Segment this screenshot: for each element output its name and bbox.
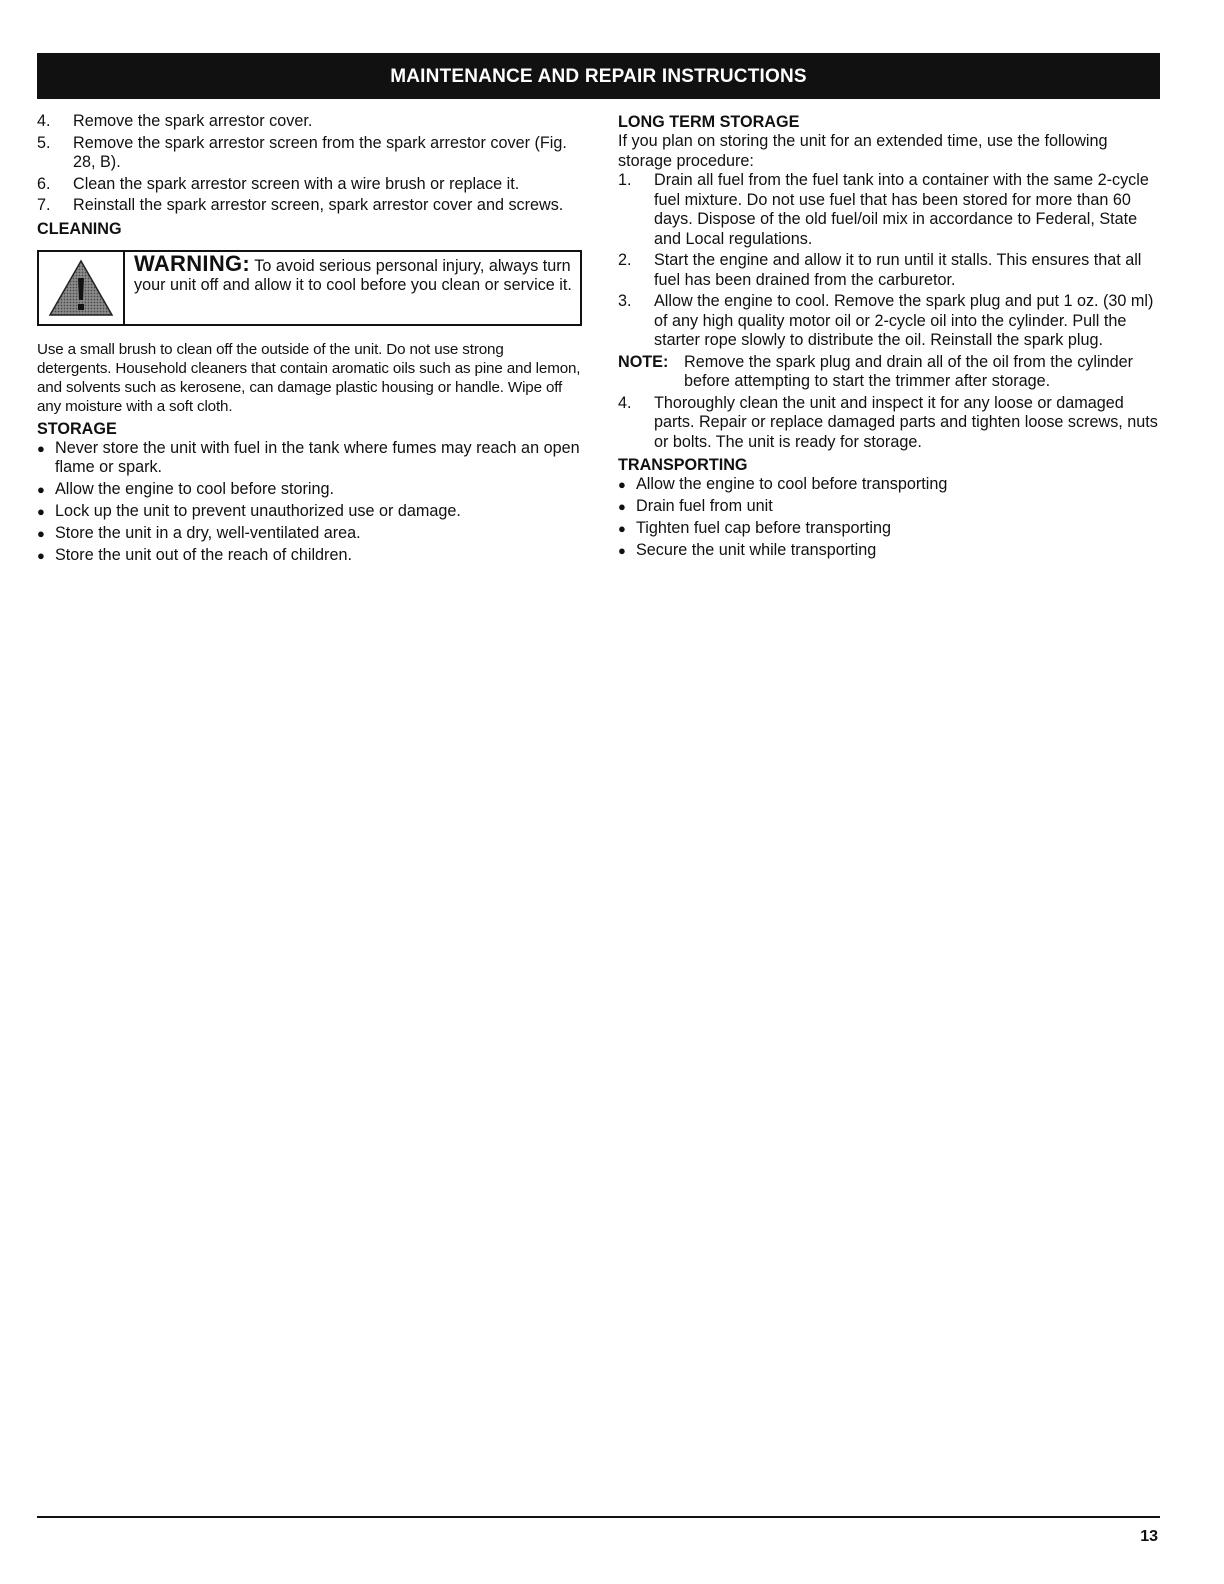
step-text: Remove the spark arrestor cover.	[73, 112, 313, 130]
step-text: Drain all fuel from the fuel tank into a container with the same 2-cycle fuel mixture. Do not use fuel that has been stored for more than 60 days. Dispose of the old fuel/oil mix in accordance to Federal, State and Local regulations.	[654, 171, 1149, 248]
list-item	[37, 502, 582, 522]
list-item	[37, 480, 582, 500]
step-number: 3.	[618, 292, 632, 310]
step-number: 6.	[37, 174, 51, 193]
bullet-icon: ●	[618, 521, 626, 536]
step-text: Start the engine and allow it to run until it stalls. This ensures that all fuel has been drained from the carburetor.	[654, 251, 1142, 289]
warning-label: WARNING:	[134, 250, 251, 276]
bullet-text: Store the unit out of the reach of children.	[55, 546, 352, 564]
bullet-icon: ●	[618, 477, 626, 492]
bullet-text: Allow the engine to cool before storing.	[55, 480, 334, 498]
list-item	[37, 196, 582, 216]
transporting-heading: TRANSPORTING	[618, 456, 748, 474]
warning-text	[125, 252, 580, 324]
storage-heading: STORAGE	[37, 419, 117, 438]
cleaning-paragraph: Use a small brush to clean off the outside of the unit. Do not use strong detergents. Household cleaners that contain aromatic oils such as pine and lemon, and solvents such as kerosene, can damage plastic housing or handle. Wipe off any moisture with a soft cloth.	[37, 340, 581, 415]
step-number: 5.	[37, 133, 51, 152]
warning-triangle-icon	[48, 259, 114, 317]
step-text: Allow the engine to cool. Remove the spark plug and put 1 oz. (30 ml) of any high quality motor oil or 2-cycle oil into the cylinder. Pull the starter rope slowly to distribute the oil. Reinstall the spark plug.	[654, 292, 1154, 349]
list-item	[618, 171, 1161, 249]
bullet-text: Store the unit in a dry, well-ventilated area.	[55, 524, 361, 542]
list-item	[618, 475, 1161, 495]
list-item	[37, 546, 582, 566]
bullet-icon: ●	[37, 482, 45, 497]
bullet-text: Drain fuel from unit	[636, 497, 773, 515]
step-text: Remove the spark arrestor screen from the spark arrestor cover (Fig. 28, B).	[73, 133, 567, 171]
step-number: 2.	[618, 251, 632, 269]
bullet-icon: ●	[37, 440, 45, 456]
list-item	[618, 519, 1161, 539]
bullet-text: Secure the unit while transporting	[636, 541, 877, 559]
bullet-text: Lock up the unit to prevent unauthorized use or damage.	[55, 502, 461, 520]
step-number: 1.	[618, 171, 632, 189]
left-column	[37, 112, 582, 568]
list-item	[618, 251, 1161, 290]
list-item	[37, 439, 582, 478]
long-term-intro: If you plan on storing the unit for an extended time, use the following storage procedure:	[618, 132, 1108, 170]
bullet-text: Tighten fuel cap before transporting	[636, 519, 891, 537]
bullet-text: Never store the unit with fuel in the tank where fumes may reach an open flame or spark.	[55, 438, 580, 476]
section-header: MAINTENANCE AND REPAIR INSTRUCTIONS	[37, 53, 1160, 99]
step-number: 4.	[37, 112, 51, 130]
step-number: 4.	[618, 393, 632, 412]
list-item	[37, 134, 582, 173]
note-text: Remove the spark plug and drain all of the oil from the cylinder before attempting to start the trimmer after storage.	[684, 352, 1133, 390]
page-number: 13	[1140, 1528, 1158, 1545]
bullet-icon: ●	[618, 543, 626, 558]
bullet-icon: ●	[37, 504, 45, 519]
cleaning-heading: CLEANING	[37, 219, 122, 238]
step-text: Thoroughly clean the unit and inspect it for any loose or damaged parts. Repair or replace damaged parts and tighten loose screws, nuts or bolts. The unit is ready for storage.	[654, 393, 1158, 451]
bullet-icon: ●	[37, 526, 45, 541]
long-term-storage-heading: LONG TERM STORAGE	[618, 113, 800, 131]
bullet-icon: ●	[618, 499, 626, 514]
warning-box	[37, 250, 582, 326]
bullet-text: Allow the engine to cool before transporting	[636, 475, 948, 493]
step-text: Clean the spark arrestor screen with a wire brush or replace it.	[73, 174, 520, 193]
step-number: 7.	[37, 196, 51, 214]
list-item	[618, 292, 1161, 351]
note-label: NOTE:	[618, 352, 669, 371]
list-item	[37, 112, 582, 132]
list-item	[618, 541, 1161, 561]
list-item	[37, 175, 582, 195]
list-item	[618, 497, 1161, 517]
note	[618, 353, 1161, 392]
warning-body: To avoid serious personal injury, always turn your unit off and allow it to cool before you clean or service it.	[134, 256, 572, 294]
right-column	[618, 112, 1161, 563]
list-item	[37, 524, 582, 544]
bullet-icon: ●	[37, 548, 45, 563]
step-text: Reinstall the spark arrestor screen, spark arrestor cover and screws.	[73, 196, 564, 214]
warning-icon-cell	[39, 252, 125, 324]
footer-divider	[37, 1516, 1160, 1518]
list-item	[618, 394, 1161, 453]
